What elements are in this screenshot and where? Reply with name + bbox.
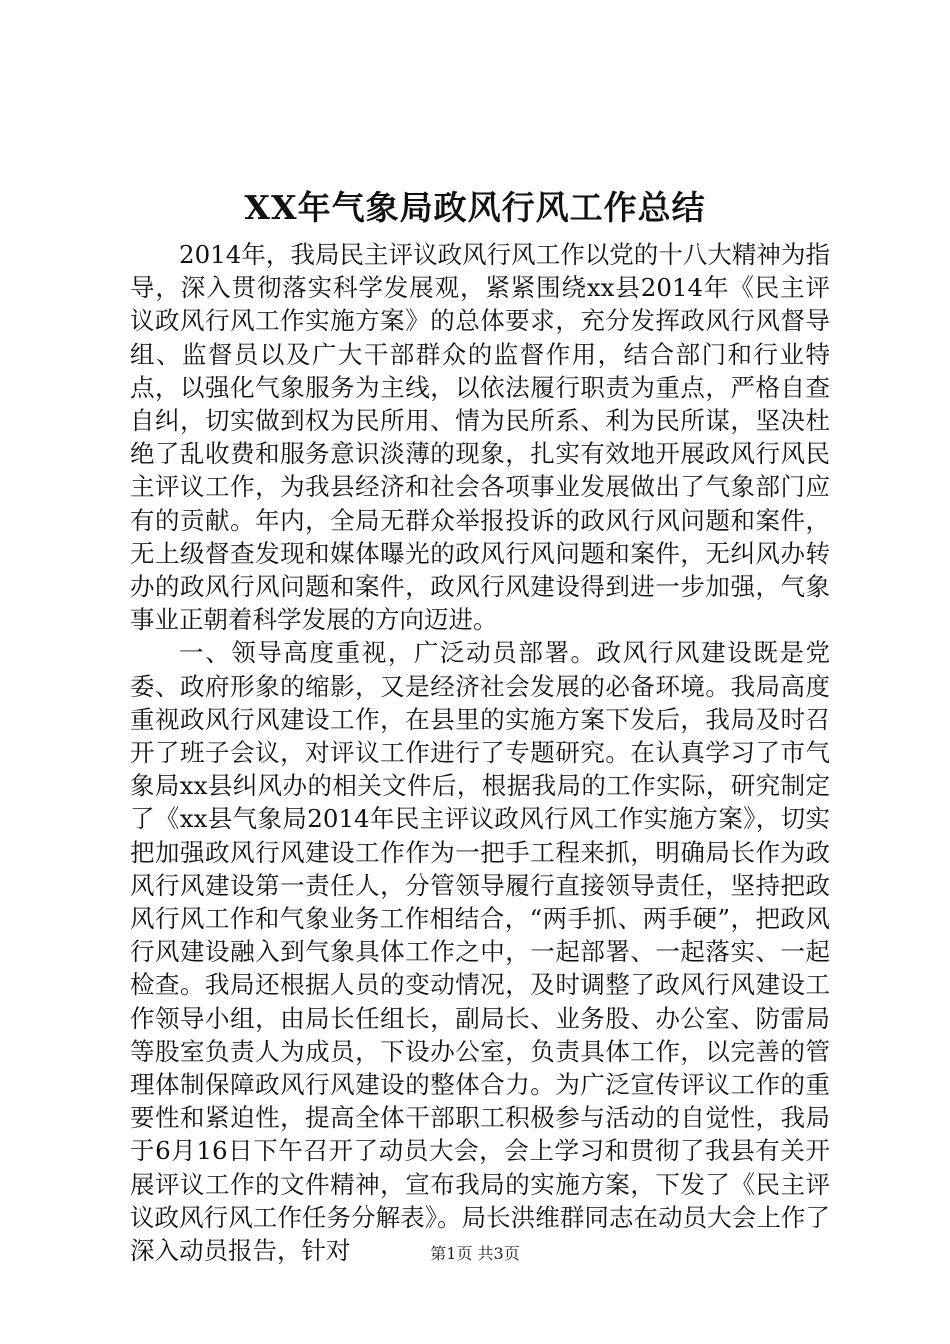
document-body [130, 238, 830, 1267]
document-title: XX年气象局政风行风工作总结 [244, 188, 706, 227]
page-footer: 第1页 共3页 [430, 1244, 520, 1263]
paragraph-intro: 2014年，我局民主评议政风行风工作以党的十八大精神为指导，深入贯彻落实科学发展观，紧紧围绕xx县2014年《民主评议政风行风工作实施方案》的总体要求，充分发挥政风行风督导组、监督员以及广大干部群众的监督作用，结合部门和行业特点，以强化气象服务为主线，以依法履行职责为重点，严格自查自纠，切实做到权为民所用、情为民所系、利为民所谋，坚决杜绝了乱收费和服务意识淡薄的现象，扎实有效地开展政风行风民主评议工作，为我县经济和社会各项事业发展做出了气象部门应有的贡献。年内，全局无群众举报投诉的政风行风问题和案件，无上级督查发现和媒体曝光的政风行风问题和案件，无纠风办转办的政风行风问题和案件，政风行风建设得到进一步加强，气象事业正朝着科学发展的方向迈进。 [130, 240, 830, 635]
paragraph-section-1: 一、领导高度重视，广泛动员部署。政风行风建设既是党委、政府形象的缩影，又是经济社会发展的必备环境。我局高度重视政风行风建设工作，在县里的实施方案下发后，我局及时召开了班子会议，对评议工作进行了专题研究。在认真学习了市气象局xx县纠风办的相关文件后，根据我局的工作实际，研究制定了《xx县气象局2014年民主评议政风行风工作实施方案》，切实把加强政风行风建设工作作为一把手工程来抓，明确局长作为政风行风建设第一责任人，分管领导履行直接领导责任，坚持把政风行风工作和气象业务工作相结合，“两手抓、两手硬”，把政风行风建设融入到气象具体工作之中，一起部署、一起落实、一起检查。我局还根据人员的变动情况，及时调整了政风行风建设工作领导小组，由局长任组长，副局长、业务股、办公室、防雷局等股室负责人为成员，下设办公室，负责具体工作，以完善的管理体制保障政风行风建设的整体合力。为广泛宣传评议工作的重要性和紧迫性，提高全体干部职工积极参与活动的自觉性，我局于6月16日下午召开了动员大会，会上学习和贯彻了我县有关开展评议工作的文件精神，宣布我局的实施方案，下发了《民主评议政风行风工作任务分解表》。局长洪维群同志在动员大会上作了深入动员报告，针对 [130, 638, 830, 1266]
